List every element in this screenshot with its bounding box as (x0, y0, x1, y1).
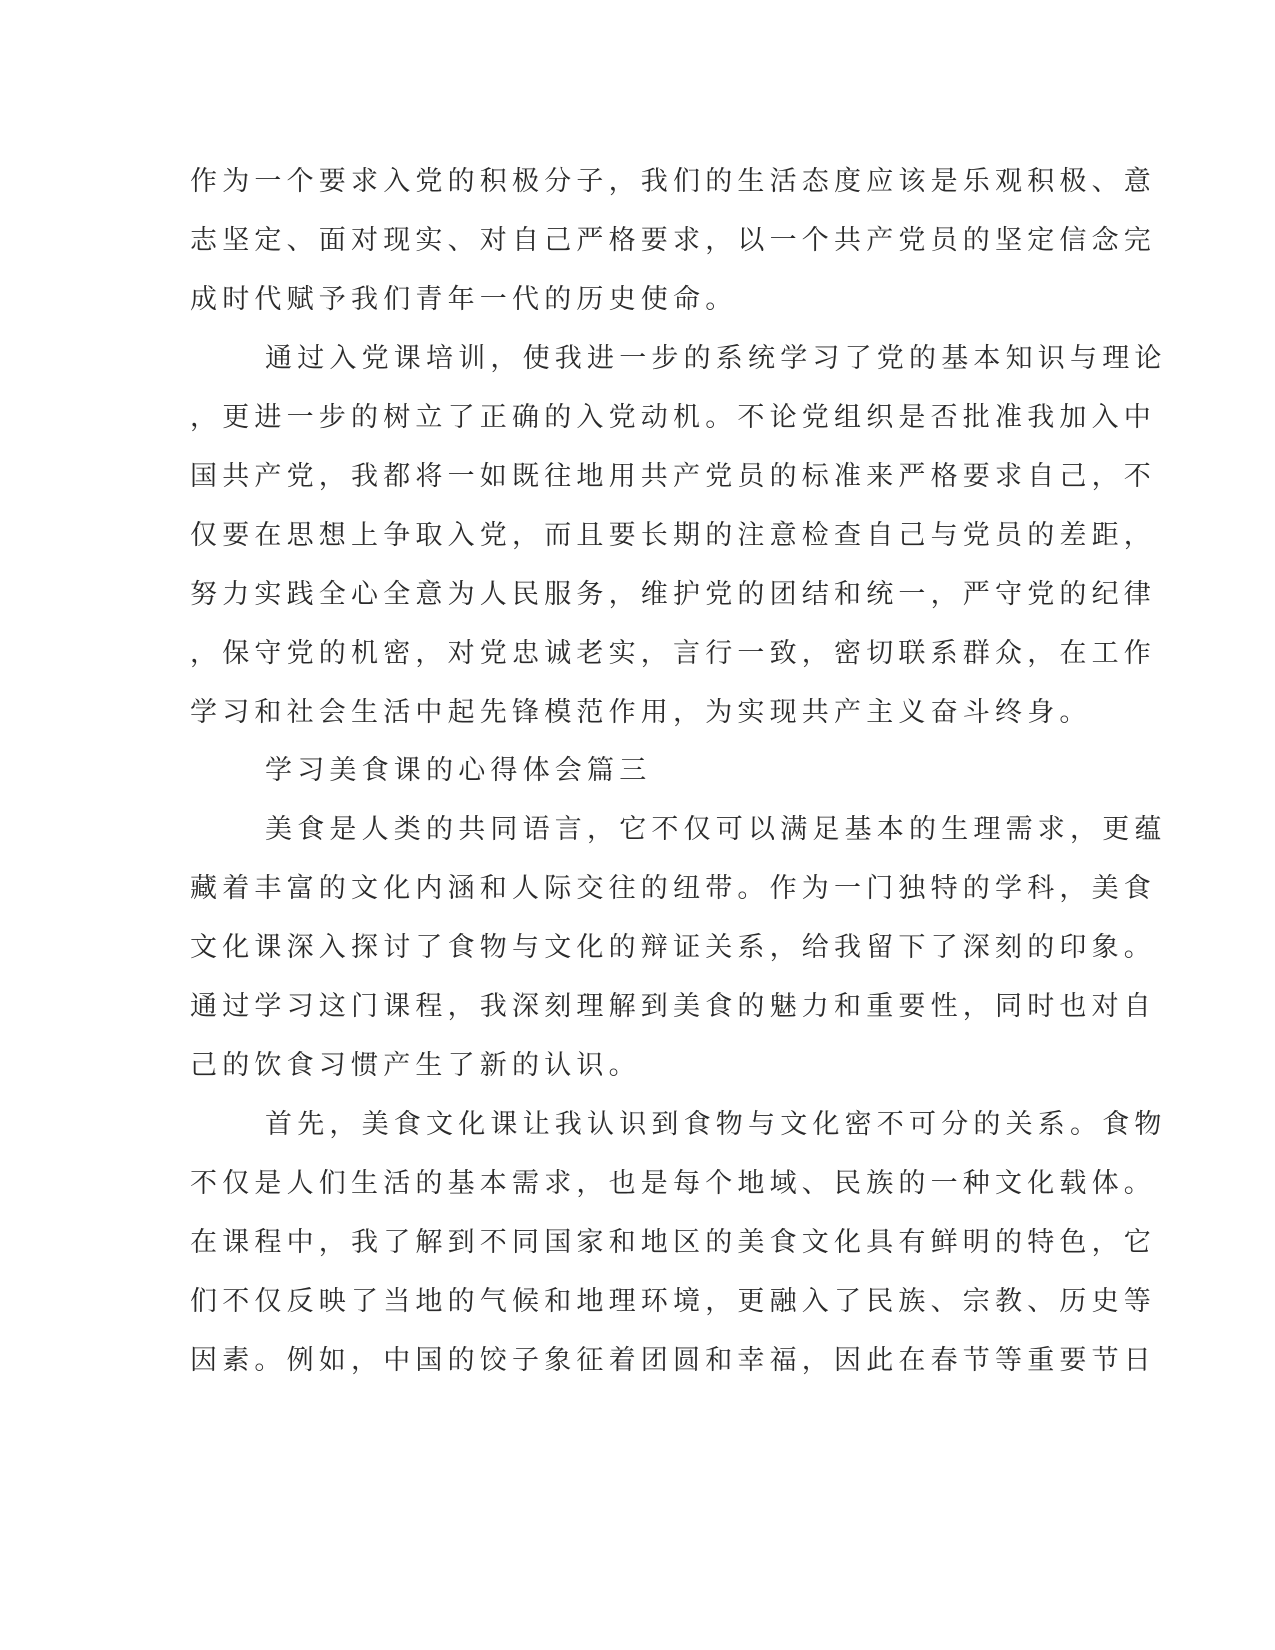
text-line: ，更进一步的树立了正确的入党动机。不论党组织是否批准我加入中 (190, 402, 1156, 433)
text-line: 己的饮食习惯产生了新的认识。 (190, 1050, 641, 1081)
text-line: 文化课深入探讨了食物与文化的辩证关系，给我留下了深刻的印象。 (190, 932, 1156, 963)
text-line: 作为一个要求入党的积极分子，我们的生活态度应该是乐观积极、意 (190, 166, 1156, 197)
text-line: 因素。例如，中国的饺子象征着团圆和幸福，因此在春节等重要节日 (190, 1345, 1156, 1376)
text-line: 国共产党，我都将一如既往地用共产党员的标准来严格要求自己，不 (190, 461, 1156, 492)
text-line: 藏着丰富的文化内涵和人际交往的纽带。作为一门独特的学科，美食 (190, 873, 1156, 904)
text-line: 们不仅反映了当地的气候和地理环境，更融入了民族、宗教、历史等 (190, 1286, 1156, 1317)
text-line: 通过学习这门课程，我深刻理解到美食的魅力和重要性，同时也对自 (190, 991, 1156, 1022)
paragraph-first-line: 美食是人类的共同语言，它不仅可以满足基本的生理需求，更蕴 (265, 814, 1167, 845)
paragraph-first-line: 通过入党课培训，使我进一步的系统学习了党的基本知识与理论 (265, 343, 1167, 374)
text-line: 成时代赋予我们青年一代的历史使命。 (190, 284, 738, 315)
text-line: 志坚定、面对现实、对自己严格要求，以一个共产党员的坚定信念完 (190, 225, 1156, 256)
text-line: 在课程中，我了解到不同国家和地区的美食文化具有鲜明的特色，它 (190, 1227, 1156, 1258)
text-line: 仅要在思想上争取入党，而且要长期的注意检查自己与党员的差距， (190, 520, 1156, 551)
section-heading: 学习美食课的心得体会篇三 (265, 755, 652, 786)
text-line: 不仅是人们生活的基本需求，也是每个地域、民族的一种文化载体。 (190, 1168, 1156, 1199)
text-line: ，保守党的机密，对党忠诚老实，言行一致，密切联系群众，在工作 (190, 638, 1156, 669)
text-line: 学习和社会生活中起先锋模范作用，为实现共产主义奋斗终身。 (190, 697, 1092, 728)
text-line: 努力实践全心全意为人民服务，维护党的团结和统一，严守党的纪律 (190, 579, 1156, 610)
paragraph-first-line: 首先，美食文化课让我认识到食物与文化密不可分的关系。食物 (265, 1109, 1167, 1140)
